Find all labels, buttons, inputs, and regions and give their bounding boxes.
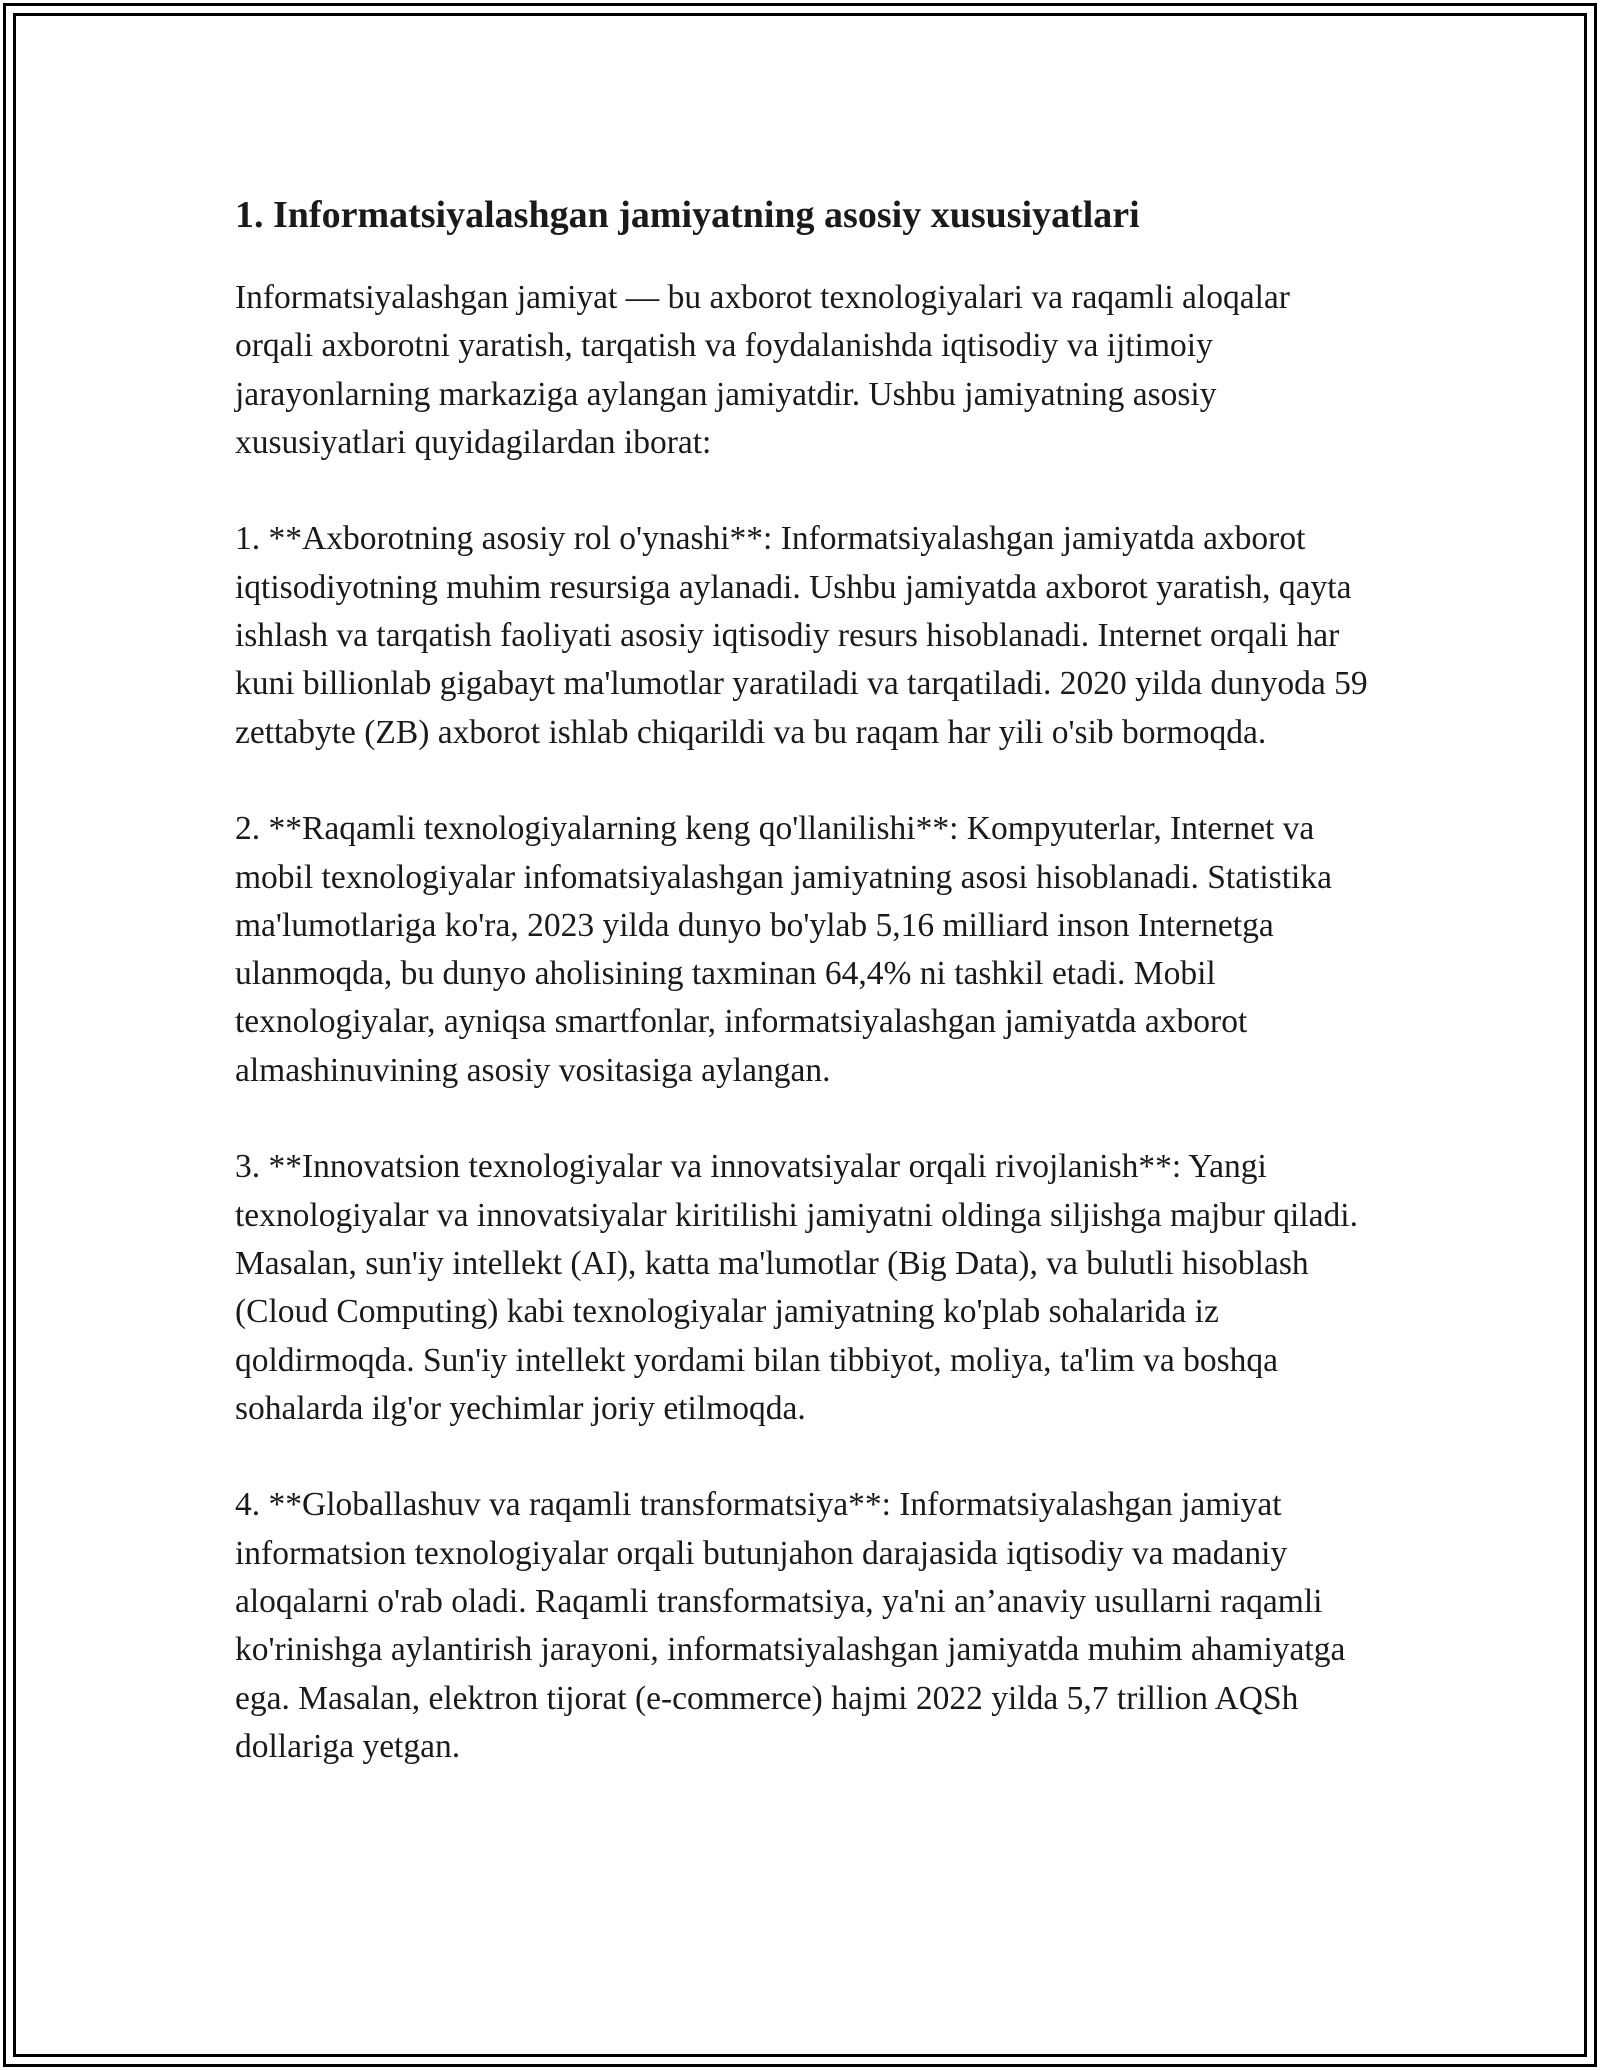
list-item-1: 1. **Axborotning asosiy rol o'ynashi**: Informatsiyalashgan jamiyatda axborot iqtisodiyotning muhim resursiga aylanadi. Ushbu jamiyatda axborot yaratish, qayta ishlash va tarqatish faoliyati asosiy iqtisodiy resurs hisoblanadi. Internet orqali har kuni billionlab gigabayt ma'lumotlar yaratiladi va tarqatiladi. 2020 yilda dunyoda 59 zettabyte (ZB) axborot ishlab chiqarildi va bu raqam har yili o'sib bormoqda.: [235, 520, 1368, 751]
list-item-3: 3. **Innovatsion texnologiyalar va innovatsiyalar orqali rivojlanish**: Yangi texnologiyalar va innovatsiyalar kiritilishi jamiyatni oldinga siljishga majbur qiladi. Masalan, sun'iy intellekt (AI), katta ma'lumotlar (Big Data), va bulutli hisoblash (Cloud Computing) kabi texnologiyalar jamiyatning ko'plab sohalarida iz qoldirmoqda. Sun'iy intellekt yordami bilan tibbiyot, moliya, ta'lim va boshqa sohalarda ilg'or yechimlar joriy etilmoqda.: [235, 1148, 1358, 1427]
document-title: 1. Informatsiyalashgan jamiyatning asosiy xususiyatlari: [235, 194, 1140, 236]
intro-paragraph: Informatsiyalashgan jamiyat — bu axborot texnologiyalari va raqamli aloqalar orqali axborotni yaratish, tarqatish va foydalanishda iqtisodiy va ijtimoiy jarayonlarning markaziga aylangan jamiyatdir. Ushbu jamiyatning asosiy xususiyatlari quyidagilardan iborat:: [235, 279, 1290, 461]
document-body: [235, 185, 1375, 1820]
list-item-4: 4. **Globallashuv va raqamli transformatsiya**: Informatsiyalashgan jamiyat informatsion texnologiyalar orqali butunjahon darajasida iqtisodiy va madaniy aloqalarni o'rab oladi. Raqamli transformatsiya, ya'ni an’anaviy usullarni raqamli ko'rinishga aylantirish jarayoni, informatsiyalashgan jamiyatda muhim ahamiyatga ega. Masalan, elektron tijorat (e-commerce) hajmi 2022 yilda 5,7 trillion AQSh dollariga yetgan.: [235, 1486, 1346, 1765]
list-item-2: 2. **Raqamli texnologiyalarning keng qo'llanilishi**: Kompyuterlar, Internet va mobil texnologiyalar infomatsiyalashgan jamiyatning asosi hisoblanadi. Statistika ma'lumotlariga ko'ra, 2023 yilda dunyo bo'ylab 5,16 milliard inson Internetga ulanmoqda, bu dunyo aholisining taxminan 64,4% ni tashkil etadi. Mobil texnologiyalar, ayniqsa smartfonlar, informatsiyalashgan jamiyatda axborot almashinuvining asosiy vositasiga aylangan.: [235, 810, 1332, 1089]
